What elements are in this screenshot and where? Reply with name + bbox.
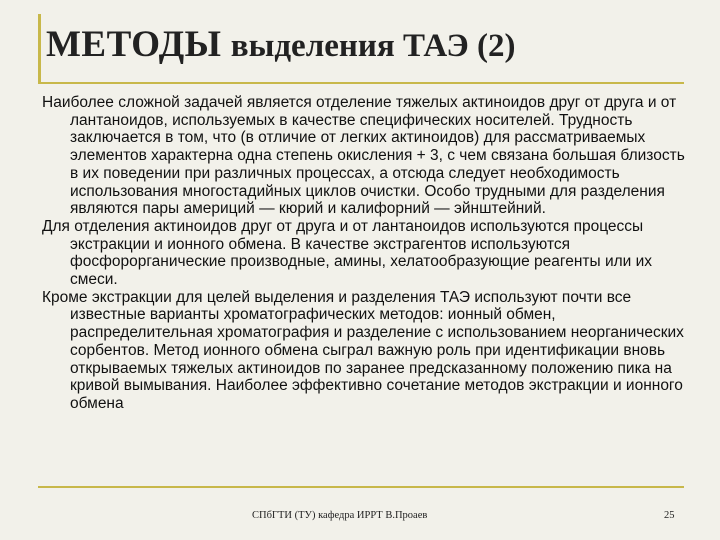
paragraph-3: Кроме экстракции для целей выделения и разделения ТАЭ используют почти все известные варианты хроматографических методов: ионный обмен, распределительная хроматография и разделение с использованием неорганических сорбентов. Метод ионного обмена сыграл важную роль при идентификации вновь открываемых тяжелых актиноидов по заранее предсказанному положению пика на кривой вымывания. Наиболее эффективно сочетание методов экстракции и ионного обмена [42,288,684,412]
slide-body [42,94,692,413]
title-part-2: выделения ТАЭ (2) [230,28,516,64]
paragraph-2: Для отделения актиноидов друг от друга и от лантаноидов используются процессы экстракции и ионного обмена. В качестве экстрагентов используются фосфорорганические производные, амины, хелатообразующие реагенты или их смеси. [42,217,653,289]
title-part-1: МЕТОДЫ [46,24,222,65]
page-number: 25 [664,510,675,521]
footer-text: СПбГТИ (ТУ) кафедра ИРРТ В.Проаев [252,510,428,521]
paragraph-1: Наиболее сложной задачей является отделение тяжелых актиноидов друг от друга и от лантаноидов, используемых в качестве специфических носителей. Трудность заключается в том, что (в отличие от легких актиноидов) для рассматриваемых элементов характерна одна степень окисления + 3, с чем связана большая близость в их поведении при различных процессах, а отсюда следует необходимость использования многостадийных циклов очистки. Особо трудными для разделения являются пары америций — кюрий и калифорний — эйнштейний. [42,94,685,218]
footer-divider [38,486,684,488]
title-vertical-rule [38,14,41,84]
slide-title [46,22,706,69]
title-divider [38,82,684,84]
footer [0,510,720,524]
